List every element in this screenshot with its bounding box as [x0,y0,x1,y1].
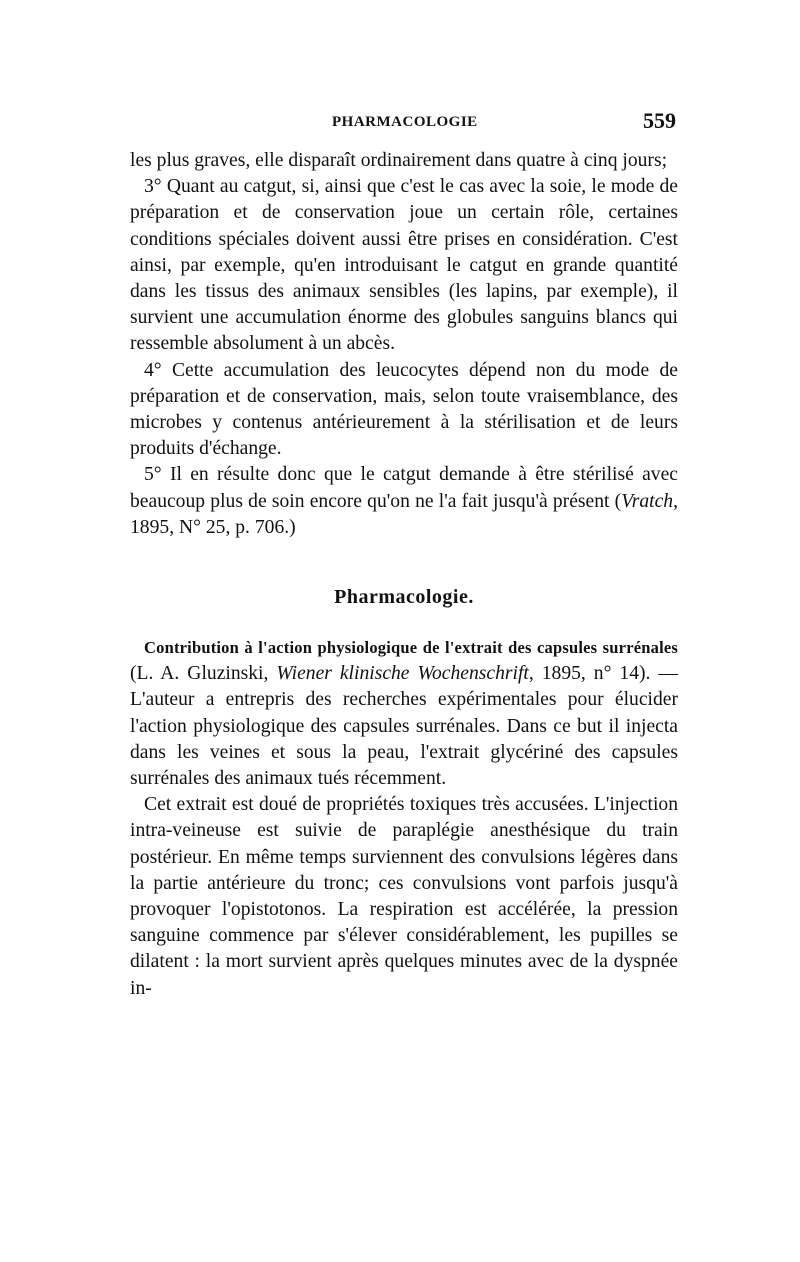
section-heading: Pharmacologie. [334,586,474,609]
book-page [130,108,678,1002]
point-5-text: 5° Il en résulte donc que le catgut demande à être stérilisé avec beaucoup plus de soin encore qu'on ne l'a fait jusqu'à présent ( [130,464,678,512]
article-paragraph-1 [130,635,678,792]
article-journal: Wiener klinische Wochenschrift [276,663,529,685]
journal-citation: Vratch [621,490,674,512]
page-number: 559 [643,108,676,133]
paragraph-point-4: 4° Cette accumulation des leucocytes dépend non du mode de préparation et de conservation, mais, selon toute vraisemblance, des microbes y contenus antérieurement à la stérilisation et de leurs produits d'échange. [130,359,678,460]
citation-details: , 1895, N° 25, p. 706.) [130,490,678,538]
paragraph-continued: les plus graves, elle disparaît ordinairement dans quatre à cinq jours; [130,150,668,171]
article-abstract: , 1895, n° 14). — L'auteur a entrepris des recherches expérimentales pour élucider l'action physiologique des capsules surrénales. Dans ce but il injecta dans les veines et sous la peau, l'extrait glycériné des capsules surrénales des animaux tués récemment. [130,663,679,790]
article-title: Contribution à l'action physiologique de l'extrait des capsules surrénales [144,638,678,658]
running-title: PHARMACOLOGIE [332,114,478,130]
article [130,635,678,1002]
article-authors: (L. A. Gluzinski, [130,663,277,685]
continuation-text [130,148,678,541]
paragraph-point-3: 3° Quant au catgut, si, ainsi que c'est le cas avec la soie, le mode de préparation et de conservation joue un certain rôle, certaines conditions spéciales doivent aussi être prises en considération. C'est ainsi, par exemple, qu'en introduisant le catgut en grande quantité dans les tissus des animaux sensibles (les lapins, par exemple), il survient une accumulation énorme des globules sanguins blancs qui ressemble absolument à un abcès. [130,176,678,355]
paragraph-point-5 [130,462,678,541]
running-head [130,108,678,148]
article-paragraph-2: Cet extrait est doué de propriétés toxiques très accusées. L'injection intra-veineuse est suivie de paraplégie anesthésique du train postérieur. En même temps surviennent des convulsions légères dans la partie antérieure du tronc; ces convulsions vont parfois jusqu'à provoquer l'opistotonos. La respiration est accélérée, la pression sanguine commence par s'élever considérablement, les pupilles se dilatent : la mort survient après quelques minutes avec de la dyspnée in- [130,794,678,999]
